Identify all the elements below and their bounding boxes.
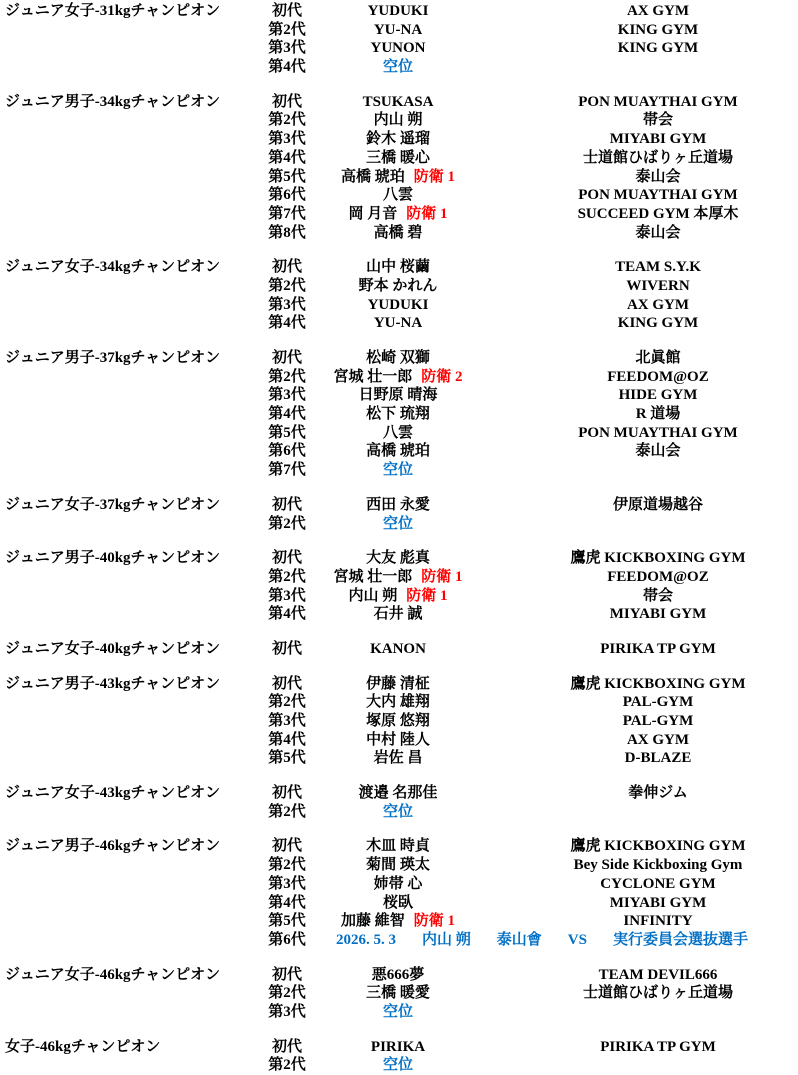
champion-name-cell [322, 386, 474, 405]
generation-label: 第6代 [268, 931, 306, 948]
champion-name: 石井 誠 [373, 606, 423, 623]
champion-name-cell [322, 21, 474, 40]
champion-name-cell [322, 39, 474, 58]
champion-name: 高橋 琥珀 [366, 443, 430, 460]
champion-name-cell [322, 205, 474, 224]
champion-name: 岡 月音 [348, 205, 398, 222]
gym-name: MIYABI GYM [609, 894, 707, 911]
champion-row [252, 224, 798, 243]
champion-name: 八雲 [382, 187, 413, 204]
champion-name: 宮城 壮一郎 [333, 568, 413, 585]
gym-name: 帯会 [642, 112, 673, 129]
gym-name: WIVERN [626, 277, 690, 294]
generation-label: 第2代 [268, 803, 306, 820]
generation-label: 第2代 [268, 21, 306, 38]
champion-name: 大内 雄翔 [366, 694, 430, 711]
generation-label: 初代 [271, 496, 302, 513]
champion-name-cell [322, 277, 474, 296]
champion-name: YUNON [370, 40, 426, 57]
generation-label: 第5代 [268, 913, 306, 930]
champion-rows [252, 640, 798, 659]
champion-name-cell [322, 168, 474, 187]
scheduled-title-match [322, 931, 798, 950]
champion-row [252, 21, 798, 40]
vacant-label: 空位 [382, 1003, 413, 1020]
weight-class-section [5, 2, 798, 77]
champion-row [252, 405, 798, 424]
champion-name-cell [322, 424, 474, 443]
gym-name: MIYABI GYM [609, 606, 707, 623]
generation-label: 第6代 [268, 443, 306, 460]
champion-name-cell [322, 837, 474, 856]
gym-name: TEAM S.Y.K [615, 259, 701, 276]
gym-name: PIRIKA TP GYM [600, 640, 716, 657]
champion-name: 日野原 晴海 [358, 387, 438, 404]
champion-row [252, 568, 798, 587]
champion-name: PIRIKA [370, 1038, 426, 1055]
champion-row [252, 966, 798, 985]
champion-name: TSUKASA [362, 93, 434, 110]
vacant-slot [322, 1003, 474, 1022]
champion-name: 加藤 維智 [340, 913, 405, 930]
vacant-slot [322, 515, 474, 534]
gym-name: PON MUAYTHAI GYM [578, 424, 738, 441]
vacant-label: 空位 [382, 803, 413, 820]
category-label: ジュニア男子-40kgチャンピオン [5, 550, 221, 567]
champion-row [252, 515, 798, 534]
defense-count: 防衛 2 [421, 368, 463, 385]
champion-rows [252, 93, 798, 243]
category-label: ジュニア女子-43kgチャンピオン [5, 785, 221, 802]
champion-row [252, 2, 798, 21]
gym-name: HIDE GYM [618, 387, 698, 404]
generation-label: 第2代 [268, 112, 306, 129]
generation-label: 第5代 [268, 424, 306, 441]
champion-row [252, 314, 798, 333]
champion-name: 内山 朔 [373, 112, 423, 129]
champion-row [252, 130, 798, 149]
vacant-slot [322, 1056, 474, 1075]
champion-name-cell [322, 856, 474, 875]
category-label: ジュニア女子-37kgチャンピオン [5, 496, 221, 513]
champion-name: 中村 陸人 [366, 731, 430, 748]
champion-row [252, 277, 798, 296]
champion-name: YUDUKI [367, 3, 429, 19]
generation-label: 第5代 [268, 750, 306, 767]
champion-name-cell [322, 93, 474, 112]
vacant-label: 空位 [382, 462, 413, 479]
generation-label: 初代 [271, 93, 302, 110]
gym-name: D-BLAZE [624, 750, 692, 767]
champion-name-cell [322, 605, 474, 624]
champion-name: 菊間 瑛太 [366, 857, 430, 874]
generation-label: 初代 [271, 838, 302, 855]
gym-name: FEEDOM@OZ [607, 568, 709, 585]
champion-row [252, 931, 798, 950]
champion-name: 大友 彪真 [366, 550, 430, 567]
gym-name: AX GYM [626, 731, 690, 748]
gym-name: TEAM DEVIL666 [598, 966, 718, 983]
gym-name: MIYABI GYM [609, 131, 707, 148]
champion-row [252, 93, 798, 112]
champion-rows [252, 258, 798, 333]
generation-label: 第3代 [268, 875, 306, 892]
champion-row [252, 461, 798, 480]
champion-row [252, 149, 798, 168]
category-label: ジュニア男子-46kgチャンピオン [5, 838, 221, 855]
champion-name-cell [322, 314, 474, 333]
gym-name: 鷹虎 KICKBOXING GYM [570, 838, 746, 855]
vacant-slot [322, 803, 474, 822]
champion-row [252, 386, 798, 405]
champion-name-cell [322, 349, 474, 368]
champion-rows [252, 2, 798, 77]
champion-name: 八雲 [382, 424, 413, 441]
champion-name: 高橋 琥珀 [340, 168, 405, 185]
champion-row [252, 712, 798, 731]
weight-class-section [5, 966, 798, 1022]
champion-name: YU-NA [373, 315, 423, 332]
champion-name-cell [322, 568, 474, 587]
gym-name: 鷹虎 KICKBOXING GYM [570, 675, 746, 692]
champion-name-cell [322, 894, 474, 913]
champion-name: 悪666夢 [371, 966, 425, 983]
champion-name-cell [322, 442, 474, 461]
category-label: ジュニア男子-43kgチャンピオン [5, 675, 221, 692]
gym-name: PAL-GYM [622, 694, 694, 711]
champion-name: 塚原 悠翔 [366, 713, 430, 730]
champion-row [252, 424, 798, 443]
champion-row [252, 39, 798, 58]
champion-name-cell [322, 984, 474, 1003]
champion-name-cell [322, 496, 474, 515]
champion-row [252, 168, 798, 187]
generation-label: 初代 [271, 259, 302, 276]
defense-count: 防衛 1 [406, 205, 448, 222]
generation-label: 第4代 [268, 406, 306, 423]
champion-row [252, 984, 798, 1003]
champion-rows [252, 1038, 798, 1075]
champion-name: YUDUKI [367, 296, 429, 313]
champion-name: 伊藤 清柾 [366, 675, 430, 692]
champion-row [252, 693, 798, 712]
generation-label: 第4代 [268, 59, 306, 76]
champion-name-cell [322, 693, 474, 712]
generation-label: 第2代 [268, 568, 306, 585]
champion-rows [252, 784, 798, 821]
generation-label: 第3代 [268, 40, 306, 57]
generation-label: 第2代 [268, 277, 306, 294]
gym-name: AX GYM [626, 296, 690, 313]
defense-count: 防衛 1 [413, 168, 456, 185]
champion-name: 桜臥 [382, 894, 413, 911]
champion-name: 高橋 碧 [373, 224, 423, 241]
champion-name-cell [322, 2, 474, 21]
category-label: ジュニア男子-34kgチャンピオン [5, 93, 221, 110]
gym-name: KING GYM [617, 40, 699, 57]
champion-name-cell [322, 731, 474, 750]
generation-label: 第2代 [268, 694, 306, 711]
gym-name: 伊原道場越谷 [612, 496, 703, 513]
champion-row [252, 784, 798, 803]
champion-row [252, 640, 798, 659]
weight-class-section [5, 93, 798, 243]
champion-row [252, 856, 798, 875]
vacant-slot [322, 58, 474, 77]
gym-name: FEEDOM@OZ [607, 368, 709, 385]
champion-row [252, 587, 798, 606]
champion-row [252, 258, 798, 277]
generation-label: 初代 [271, 640, 302, 657]
gym-name: 士道館ひばりヶ丘道場 [582, 149, 733, 166]
champion-name: 山中 桜繭 [366, 259, 430, 276]
generation-label: 初代 [271, 675, 302, 692]
gym-name: PON MUAYTHAI GYM [578, 93, 738, 110]
vacant-label: 空位 [382, 515, 413, 532]
champion-row [252, 675, 798, 694]
weight-class-section [5, 496, 798, 533]
champion-name-cell [322, 1038, 474, 1057]
champion-row [252, 442, 798, 461]
champion-name-cell [322, 368, 474, 387]
gym-name: PIRIKA TP GYM [600, 1038, 716, 1055]
category-label: ジュニア女子-34kgチャンピオン [5, 259, 221, 276]
gym-name: 泰山会 [635, 443, 681, 460]
gym-name: PAL-GYM [622, 713, 694, 730]
champion-name-cell [322, 966, 474, 985]
generation-label: 第3代 [268, 713, 306, 730]
champion-rows [252, 966, 798, 1022]
generation-label: 第6代 [268, 187, 306, 204]
gym-name: KING GYM [617, 315, 699, 332]
generation-label: 初代 [271, 350, 302, 366]
opponent-name: 実行委員会選抜選手 [612, 931, 748, 948]
champion-rows [252, 837, 798, 949]
champion-name: 松崎 双獅 [366, 350, 430, 366]
champion-name-cell [322, 784, 474, 803]
champion-row [252, 296, 798, 315]
champion-rows [252, 349, 798, 480]
champion-name-cell [322, 587, 474, 606]
weight-class-section [5, 784, 798, 821]
gym-name: 泰山会 [635, 168, 681, 185]
generation-label: 第3代 [268, 131, 306, 148]
champion-name-cell [322, 749, 474, 768]
champion-name-cell [322, 296, 474, 315]
champion-name-cell [322, 405, 474, 424]
weight-class-section [5, 349, 798, 480]
generation-label: 第3代 [268, 296, 306, 313]
defense-count: 防衛 1 [406, 587, 448, 604]
generation-label: 第4代 [268, 731, 306, 748]
champion-row [252, 349, 798, 368]
champion-rows [252, 549, 798, 624]
generation-label: 第8代 [268, 224, 306, 241]
generation-label: 第4代 [268, 894, 306, 911]
champion-name: KANON [370, 640, 426, 657]
gym-name: PON MUAYTHAI GYM [578, 187, 738, 204]
category-label: ジュニア男子-37kgチャンピオン [5, 350, 221, 366]
champion-name-cell [322, 130, 474, 149]
weight-class-section [5, 549, 798, 624]
champion-name-cell [322, 675, 474, 694]
generation-label: 第7代 [268, 205, 306, 222]
vs-label: VS [567, 931, 587, 948]
champion-row [252, 1056, 798, 1075]
category-label: ジュニア女子-31kgチャンピオン [5, 3, 221, 19]
defense-count: 防衛 1 [421, 568, 463, 585]
champion-name: 松下 琉翔 [366, 406, 430, 423]
gym-name: 鷹虎 KICKBOXING GYM [570, 550, 746, 567]
gym-name: KING GYM [617, 21, 699, 38]
champion-name-cell [322, 186, 474, 205]
gym-name: SUCCEED GYM 本厚木 [577, 205, 739, 222]
generation-label: 第5代 [268, 168, 306, 185]
champion-row [252, 111, 798, 130]
vacant-slot [322, 461, 474, 480]
generation-label: 第4代 [268, 149, 306, 166]
generation-label: 初代 [271, 785, 302, 802]
champion-rows [252, 496, 798, 533]
champion-name: 野本 かれん [358, 277, 438, 294]
weight-class-section [5, 837, 798, 949]
champion-name: 宮城 壮一郎 [333, 368, 413, 385]
generation-label: 初代 [271, 3, 302, 19]
challenger-gym: 泰山會 [496, 931, 542, 948]
champion-rows [252, 675, 798, 768]
category-label: ジュニア女子-46kgチャンピオン [5, 966, 221, 983]
champion-row [252, 368, 798, 387]
gym-name: CYCLONE GYM [600, 875, 716, 892]
champion-name: 鈴木 遥瑠 [366, 131, 430, 148]
generation-label: 初代 [271, 966, 302, 983]
category-label: 女子-46kgチャンピオン [5, 1038, 161, 1055]
champion-name-cell [322, 912, 474, 931]
champion-row [252, 749, 798, 768]
champion-row [252, 875, 798, 894]
generation-label: 第3代 [268, 1003, 306, 1020]
champion-name-cell [322, 224, 474, 243]
vacant-label: 空位 [382, 1057, 413, 1074]
champion-row [252, 205, 798, 224]
generation-label: 第3代 [268, 587, 306, 604]
gym-name: 士道館ひばりヶ丘道場 [582, 985, 733, 1002]
champion-row [252, 58, 798, 77]
generation-label: 第4代 [268, 315, 306, 332]
weight-class-section [5, 258, 798, 333]
champion-name-cell [322, 712, 474, 731]
champion-row [252, 803, 798, 822]
generation-label: 第2代 [268, 515, 306, 532]
champion-name: 姉帯 心 [373, 875, 423, 892]
champion-name: 西田 永愛 [366, 496, 430, 513]
weight-class-section [5, 640, 798, 659]
champion-name-cell [322, 549, 474, 568]
gym-name: Bey Side Kickboxing Gym [573, 857, 743, 874]
generation-label: 第4代 [268, 606, 306, 623]
gym-name: 拳伸ジム [628, 785, 688, 802]
champion-name-cell [322, 258, 474, 277]
gym-name: 北眞館 [635, 350, 681, 366]
match-date: 2026. 5. 3 [336, 931, 396, 948]
champion-name: 岩佐 昌 [373, 750, 423, 767]
vacant-label: 空位 [382, 59, 413, 76]
gym-name: AX GYM [626, 3, 690, 19]
champion-row [252, 605, 798, 624]
generation-label: 初代 [271, 1038, 302, 1055]
champion-name: 木皿 時貞 [366, 838, 430, 855]
champion-row [252, 894, 798, 913]
champions-list [5, 2, 798, 1075]
generation-label: 第3代 [268, 387, 306, 404]
challenger-name: 内山 朔 [422, 931, 471, 948]
champion-row [252, 837, 798, 856]
gym-name: INFINITY [623, 913, 693, 930]
champion-name-cell [322, 111, 474, 130]
generation-label: 第2代 [268, 857, 306, 874]
champion-name-cell [322, 875, 474, 894]
champion-row [252, 496, 798, 515]
champion-name: 三橋 暖心 [366, 149, 430, 166]
category-label: ジュニア女子-40kgチャンピオン [5, 640, 221, 657]
gym-name: R 道場 [635, 406, 681, 423]
champion-row [252, 549, 798, 568]
generation-label: 初代 [271, 550, 302, 567]
gym-name: 帯会 [642, 587, 673, 604]
champion-row [252, 1003, 798, 1022]
generation-label: 第2代 [268, 368, 306, 385]
champion-row [252, 1038, 798, 1057]
champion-name-cell [322, 640, 474, 659]
champion-row [252, 186, 798, 205]
champion-name: 内山 朔 [348, 587, 398, 604]
generation-label: 第2代 [268, 985, 306, 1002]
weight-class-section [5, 675, 798, 768]
champion-name-cell [322, 149, 474, 168]
defense-count: 防衛 1 [413, 913, 456, 930]
generation-label: 第7代 [268, 462, 306, 479]
generation-label: 第2代 [268, 1057, 306, 1074]
gym-name: 泰山会 [635, 224, 681, 241]
champion-row [252, 912, 798, 931]
weight-class-section [5, 1038, 798, 1075]
champion-name: 渡邉 名那佳 [358, 785, 438, 802]
champion-name: 三橋 暖愛 [366, 985, 430, 1002]
champion-name: YU-NA [373, 21, 423, 38]
champion-row [252, 731, 798, 750]
